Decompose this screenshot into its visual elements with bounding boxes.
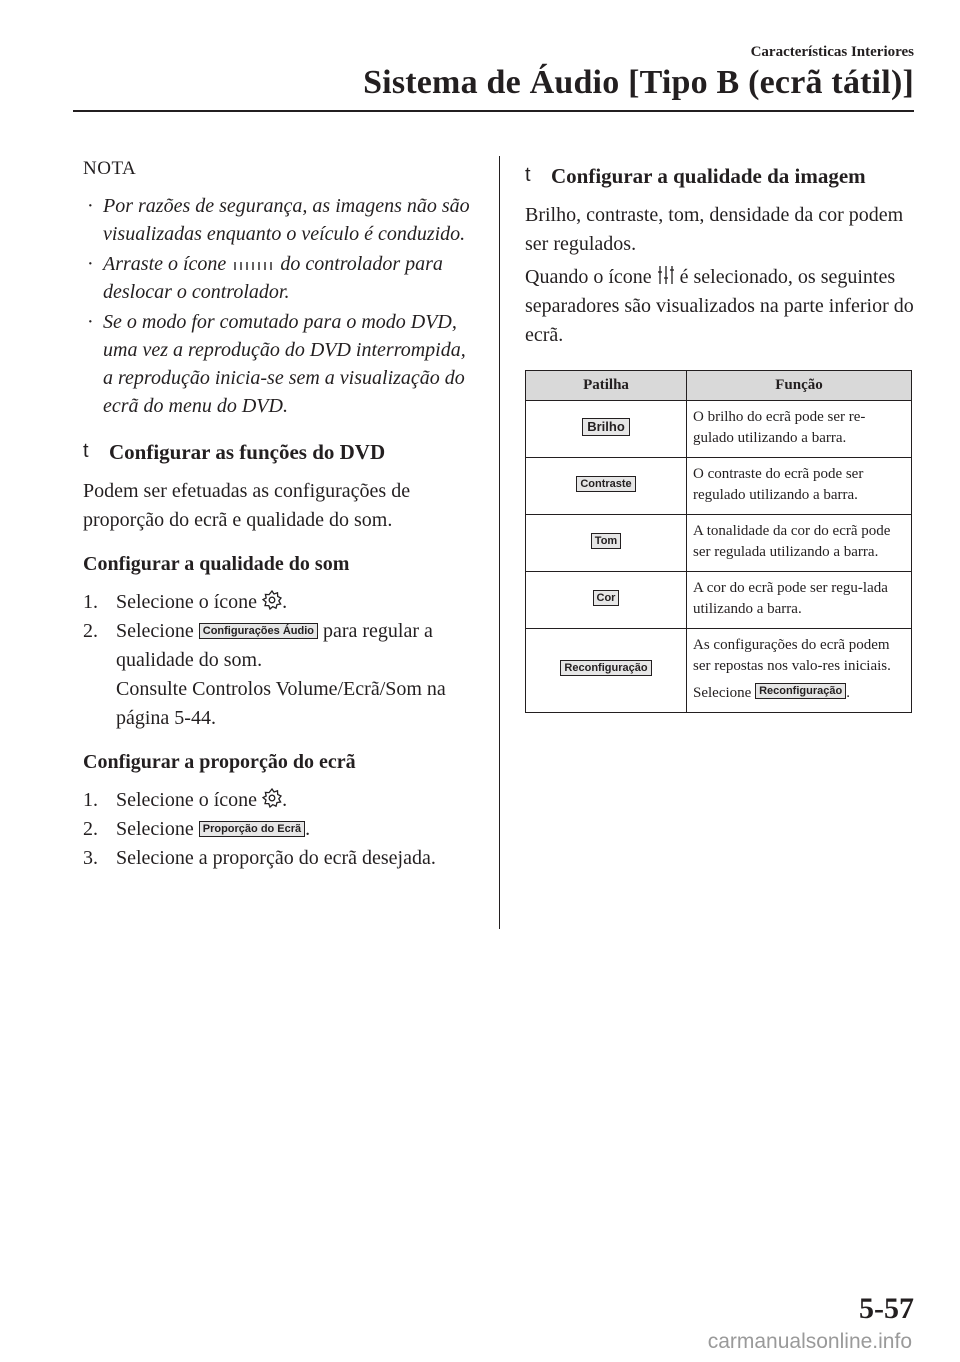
function-text: Selecione — [693, 685, 752, 701]
para-text: é selecionado, os seguintes separadores são visualizados na parte inferior do ecrã. — [525, 266, 914, 346]
note-text: Por razões de segurança, as imagens não são visualizadas enquanto o veículo é conduzido. — [103, 195, 470, 245]
step-item — [83, 588, 478, 617]
note-text: Se o modo for comutado para o modo DVD, uma vez a reprodução do DVD interrompida, a reprodução inicia-se sem a visualização do ecrã do menu do DVD. — [103, 311, 466, 417]
audio-settings-button[interactable]: Configurações Áudio — [199, 623, 318, 639]
table-row — [526, 515, 912, 572]
function-cell: A cor do ecrã pode ser regu-lada utilizando a barra. — [687, 572, 912, 629]
table-row — [526, 401, 912, 458]
note-item: · Arraste o ícone do controlador para deslocar o controlador. — [87, 253, 443, 303]
header-rule — [73, 110, 914, 112]
section-title-text: Configurar as funções do DVD — [109, 440, 386, 464]
brightness-tab-button[interactable]: Brilho — [582, 418, 630, 436]
note-list — [83, 192, 478, 420]
step-text: Selecione o ícone — [116, 591, 258, 613]
table-header-row — [526, 371, 912, 401]
step-item — [83, 815, 478, 844]
step-text: . — [282, 789, 288, 811]
drag-handle-icon — [231, 260, 275, 272]
cross-reference: Consulte Controlos Volume/Ecrã/Som na página 5-44. — [116, 678, 446, 729]
watermark: carmanualsonline.info — [707, 1330, 912, 1353]
step-text: para regular a qualidade do som. — [116, 620, 433, 671]
step-number: 1. — [83, 789, 98, 811]
function-cell — [687, 629, 912, 713]
table-row — [526, 572, 912, 629]
image-settings-table — [525, 370, 912, 713]
section-marker: t — [525, 164, 531, 186]
page-number: 5-57 — [859, 1292, 914, 1325]
step-text: Selecione — [116, 620, 194, 642]
step-text: Selecione — [116, 818, 194, 840]
function-text: . — [846, 685, 850, 701]
step-number: 2. — [83, 620, 98, 642]
image-intro: Brilho, contraste, tom, densidade da cor podem ser regulados. — [525, 204, 904, 255]
function-cell: A tonalidade da cor do ecrã pode ser regulada utilizando a barra. — [687, 515, 912, 572]
step-text: Selecione o ícone — [116, 789, 258, 811]
section-marker: t — [83, 440, 89, 462]
step-item — [83, 786, 478, 815]
function-text: As configurações do ecrã podem ser repostas nos valo-res iniciais. — [693, 637, 891, 674]
dvd-intro: Podem ser efetuadas as configurações de proporção do ecrã e qualidade do som. — [83, 480, 411, 531]
tab-cell — [526, 515, 687, 572]
reset-button[interactable]: Reconfiguração — [755, 683, 846, 699]
para-text: Quando o ícone — [525, 266, 652, 288]
table-header: Função — [687, 371, 912, 401]
tab-cell — [526, 629, 687, 713]
tab-cell — [526, 401, 687, 458]
header-title: Sistema de Áudio [Tipo B (ecrã tátil)] — [363, 64, 914, 101]
note-item: · Por razões de segurança, as imagens não são visualizadas enquanto o veículo é conduzido. — [87, 195, 470, 245]
step-text: Selecione a proporção do ecrã desejada. — [116, 847, 436, 869]
dvd-section-title — [83, 440, 478, 465]
gear-icon — [262, 788, 282, 808]
reset-tab-button[interactable]: Reconfiguração — [560, 660, 651, 676]
table-row — [526, 458, 912, 515]
note-text: do controlador para deslocar o controlador. — [103, 253, 443, 303]
step-text: . — [305, 818, 311, 840]
aspect-subhead: Configurar a proporção do ecrã — [83, 751, 356, 773]
note-item: · Se o modo for comutado para o modo DVD, uma vez a reprodução do DVD interrompida, a reprodução inicia-se sem a visualização do ecrã do menu do DVD. — [87, 311, 466, 417]
section-title-text: Configurar a qualidade da imagem — [551, 164, 866, 188]
right-column — [525, 150, 915, 713]
table-header: Patilha — [526, 371, 687, 401]
sound-subhead: Configurar a qualidade do som — [83, 553, 350, 575]
note-title: NOTA — [83, 158, 137, 179]
step-item — [83, 617, 478, 733]
note-text: Arraste o ícone — [103, 253, 227, 275]
aspect-ratio-button[interactable]: Proporção do Ecrã — [199, 821, 305, 837]
step-text: . — [282, 591, 288, 613]
image-instructions — [525, 263, 915, 350]
gear-icon — [262, 590, 282, 610]
column-divider — [499, 156, 500, 929]
sound-steps — [83, 588, 478, 733]
image-section-title — [525, 164, 915, 189]
step-number: 2. — [83, 818, 98, 840]
tone-tab-button[interactable]: Tom — [591, 533, 621, 549]
color-tab-button[interactable]: Cor — [593, 590, 620, 606]
step-number: 3. — [83, 847, 98, 869]
tab-cell — [526, 572, 687, 629]
step-number: 1. — [83, 591, 98, 613]
equalizer-icon — [657, 265, 675, 285]
tab-cell — [526, 458, 687, 515]
function-cell: O contraste do ecrã pode ser regulado utilizando a barra. — [687, 458, 912, 515]
step-item — [83, 844, 478, 873]
header-section-label: Características Interiores — [750, 44, 914, 60]
contrast-tab-button[interactable]: Contraste — [576, 476, 635, 492]
function-cell: O brilho do ecrã pode ser re-gulado utilizando a barra. — [687, 401, 912, 458]
aspect-steps — [83, 786, 478, 873]
left-column — [83, 150, 478, 873]
table-row — [526, 629, 912, 713]
